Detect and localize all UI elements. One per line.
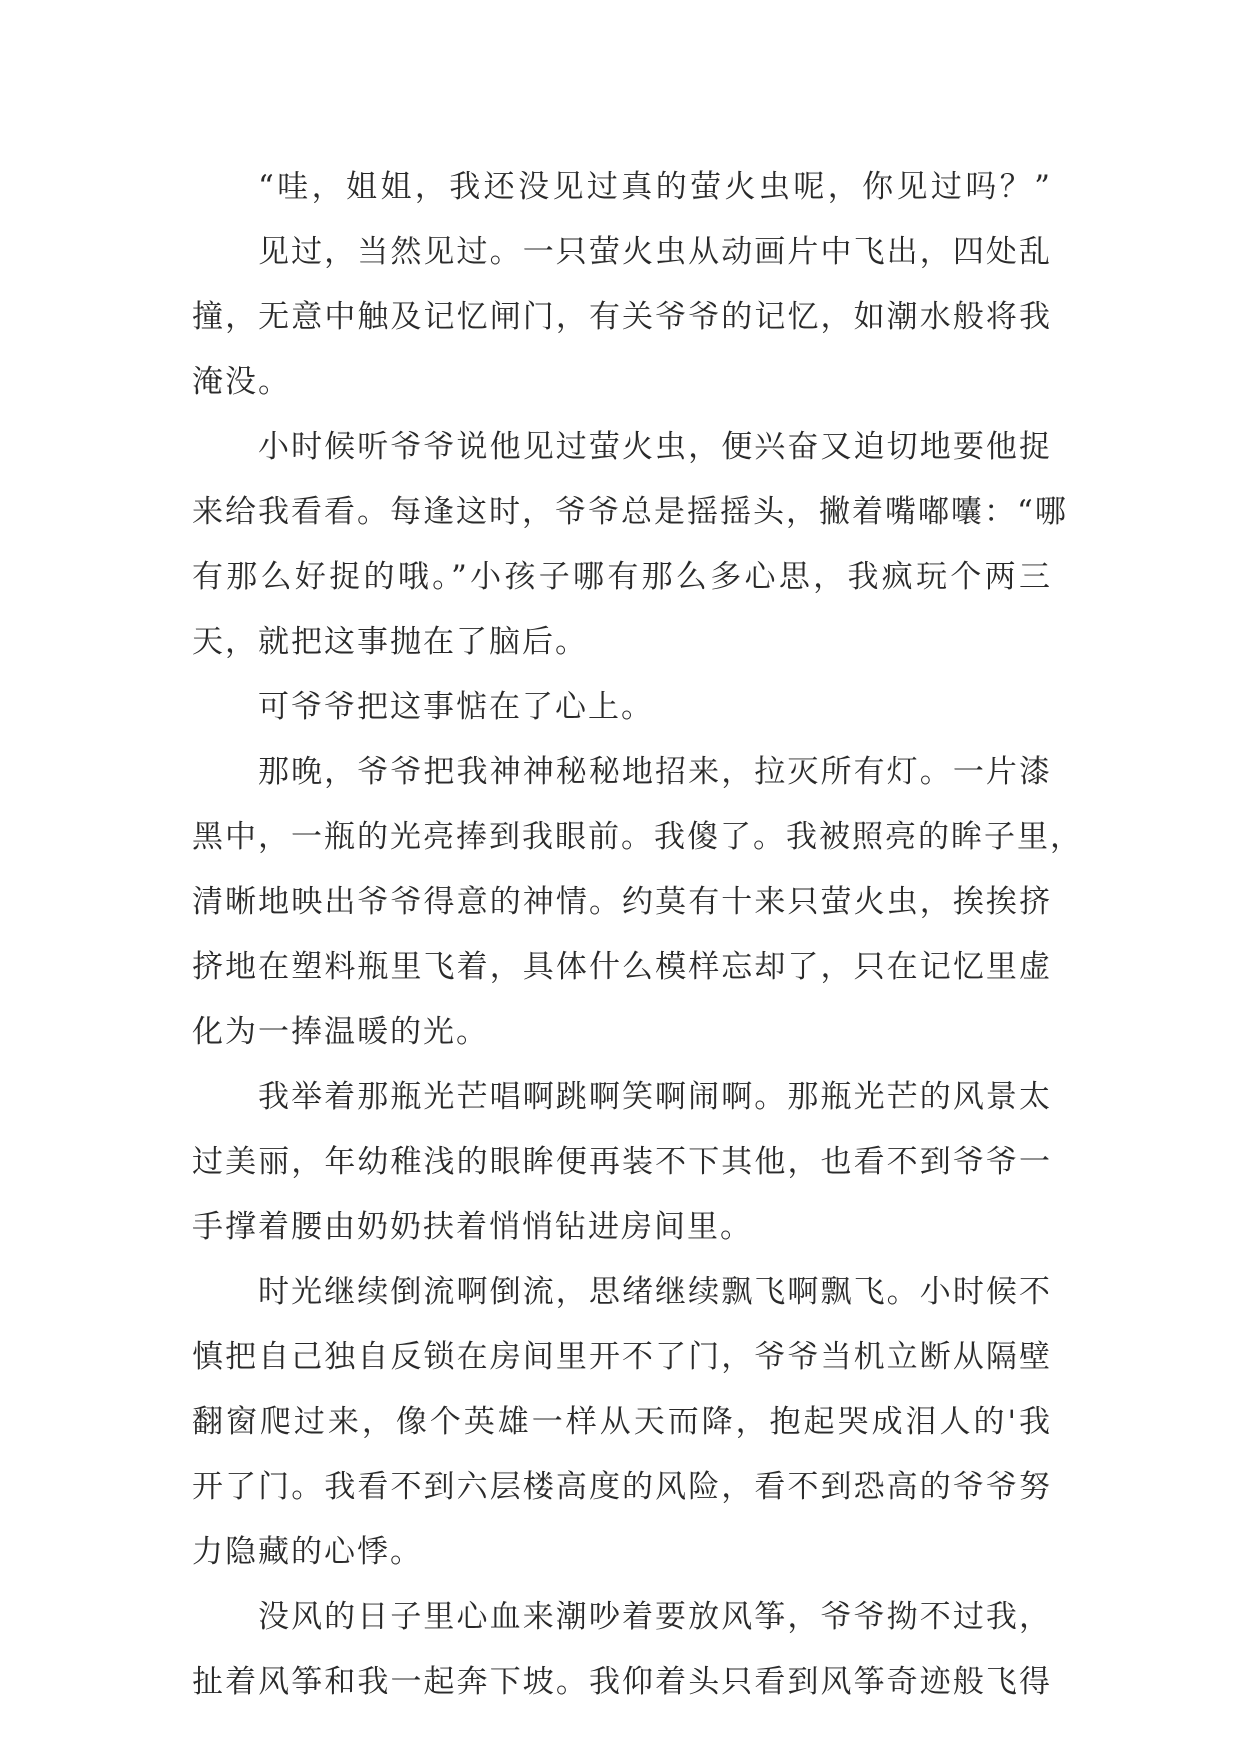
text-line: 力隐藏的心悸。 bbox=[192, 1534, 423, 1570]
text-line: 开了门。我看不到六层楼高度的风险，看不到恐高的爷爷努 bbox=[192, 1469, 1052, 1505]
text-line: 没风的日子里心血来潮吵着要放风筝，爷爷拗不过我， bbox=[258, 1599, 1052, 1635]
text-line: 我举着那瓶光芒唱啊跳啊笑啊闹啊。那瓶光芒的风景太 bbox=[258, 1079, 1052, 1115]
text-line: 来给我看看。每逢这时，爷爷总是摇摇头，撇着嘴嘟囔：“哪 bbox=[192, 494, 1068, 530]
text-line: 那晚，爷爷把我神神秘秘地招来，拉灭所有灯。一片漆 bbox=[258, 754, 1052, 790]
text-line: 翻窗爬过来，像个英雄一样从天而降，抱起哭成泪人的'我 bbox=[192, 1404, 1052, 1440]
text-line: 挤地在塑料瓶里飞着，具体什么模样忘却了，只在记忆里虚 bbox=[192, 949, 1052, 985]
text-line: 手撑着腰由奶奶扶着悄悄钻进房间里。 bbox=[192, 1209, 753, 1245]
text-line: 化为一捧温暖的光。 bbox=[192, 1014, 489, 1050]
body-text bbox=[192, 155, 1083, 1715]
text-line: 过美丽，年幼稚浅的眼眸便再装不下其他，也看不到爷爷一 bbox=[192, 1144, 1052, 1180]
text-line: 黑中，一瓶的光亮捧到我眼前。我傻了。我被照亮的眸子里， bbox=[192, 819, 1083, 855]
text-line: 清晰地映出爷爷得意的神情。约莫有十来只萤火虫，挨挨挤 bbox=[192, 884, 1052, 920]
text-line: 撞，无意中触及记忆闸门，有关爷爷的记忆，如潮水般将我 bbox=[192, 299, 1052, 335]
text-line: 可爷爷把这事惦在了心上。 bbox=[258, 689, 654, 725]
text-line: 慎把自己独自反锁在房间里开不了门，爷爷当机立断从隔壁 bbox=[192, 1339, 1052, 1375]
text-line: 有那么好捉的哦。”小孩子哪有那么多心思，我疯玩个两三 bbox=[192, 559, 1052, 595]
text-line: 天，就把这事抛在了脑后。 bbox=[192, 624, 588, 660]
text-line: 扯着风筝和我一起奔下坡。我仰着头只看到风筝奇迹般飞得 bbox=[192, 1664, 1052, 1700]
text-line: “哇，姐姐，我还没见过真的萤火虫呢，你见过吗？” bbox=[258, 169, 1052, 205]
text-line: 小时候听爷爷说他见过萤火虫，便兴奋又迫切地要他捉 bbox=[258, 429, 1052, 465]
text-line: 时光继续倒流啊倒流，思绪继续飘飞啊飘飞。小时候不 bbox=[258, 1274, 1052, 1310]
text-line: 淹没。 bbox=[192, 364, 291, 400]
text-line: 见过，当然见过。一只萤火虫从动画片中飞出，四处乱 bbox=[258, 234, 1052, 270]
